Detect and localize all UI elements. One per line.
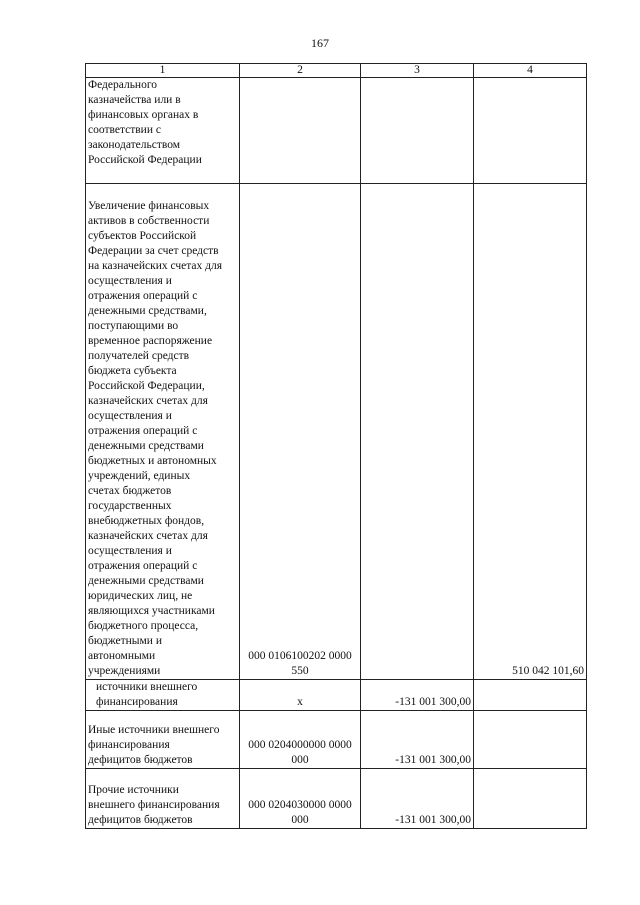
row-code: 000 0204030000 0000 000 xyxy=(248,799,352,826)
row-name: Прочие источники внешнего финансирования дефицитов бюджетов xyxy=(88,784,220,826)
column-header: 3 xyxy=(361,64,474,78)
row-col4: 510 042 101,60 xyxy=(512,665,584,677)
table-row xyxy=(86,680,587,711)
row-col3-cell xyxy=(361,711,474,769)
row-code-cell xyxy=(240,680,361,711)
row-code-cell xyxy=(240,711,361,769)
row-name-cell xyxy=(86,78,240,184)
budget-sources-table xyxy=(85,63,587,829)
page-number: 167 xyxy=(311,36,329,50)
table-header-row xyxy=(86,64,587,78)
row-col4-cell xyxy=(474,680,587,711)
table-row xyxy=(86,184,587,680)
row-name: Федерального казначейства или в финансовых органах в соответствии с законодательством Российской Федерации xyxy=(88,79,202,166)
row-col3-cell xyxy=(361,78,474,184)
column-header: 2 xyxy=(240,64,361,78)
row-name: Иные источники внешнего финансирования дефицитов бюджетов xyxy=(88,724,220,766)
row-name-cell xyxy=(86,711,240,769)
row-col3-cell xyxy=(361,680,474,711)
row-col3: -131 001 300,00 xyxy=(395,754,471,766)
row-code: 000 0106100202 0000 550 xyxy=(248,650,352,677)
row-code: 000 0204000000 0000 000 xyxy=(248,739,352,766)
row-code-cell xyxy=(240,769,361,829)
row-col3: -131 001 300,00 xyxy=(395,814,471,826)
row-col3-cell xyxy=(361,184,474,680)
row-col3: -131 001 300,00 xyxy=(395,696,471,708)
row-col4-cell xyxy=(474,184,587,680)
column-header: 4 xyxy=(474,64,587,78)
table-row xyxy=(86,769,587,829)
row-code-cell xyxy=(240,78,361,184)
row-name-cell xyxy=(86,184,240,680)
row-col3-cell xyxy=(361,769,474,829)
table-row xyxy=(86,711,587,769)
row-name-cell xyxy=(86,769,240,829)
row-name: Увеличение финансовых активов в собственности субъектов Российской Федерации за счет средств на казначейских счетах для осуществления и отражения операций с денежными средствами, поступающими во временное распоряжение получателей средств бюджета субъекта Российской Федерации, казначейских счетах для осуществления и отражения операций с денежными средствами бюджетных и автономных учреждений, единых счетах бюджетов государственных внебюджетных фондов, казначейских счетах для осуществления и отражения операций с денежными средствами юридических лиц, не являющихся участниками бюджетного процесса, бюджетными и автономными учреждениями xyxy=(88,200,223,677)
column-header: 1 xyxy=(86,64,240,78)
row-col4-cell xyxy=(474,769,587,829)
row-name: источники внешнего финансирования xyxy=(96,681,198,708)
row-col4-cell xyxy=(474,78,587,184)
row-code: x xyxy=(297,696,303,708)
row-col4-cell xyxy=(474,711,587,769)
table-row xyxy=(86,78,587,184)
row-code-cell xyxy=(240,184,361,680)
row-name-cell xyxy=(86,680,240,711)
